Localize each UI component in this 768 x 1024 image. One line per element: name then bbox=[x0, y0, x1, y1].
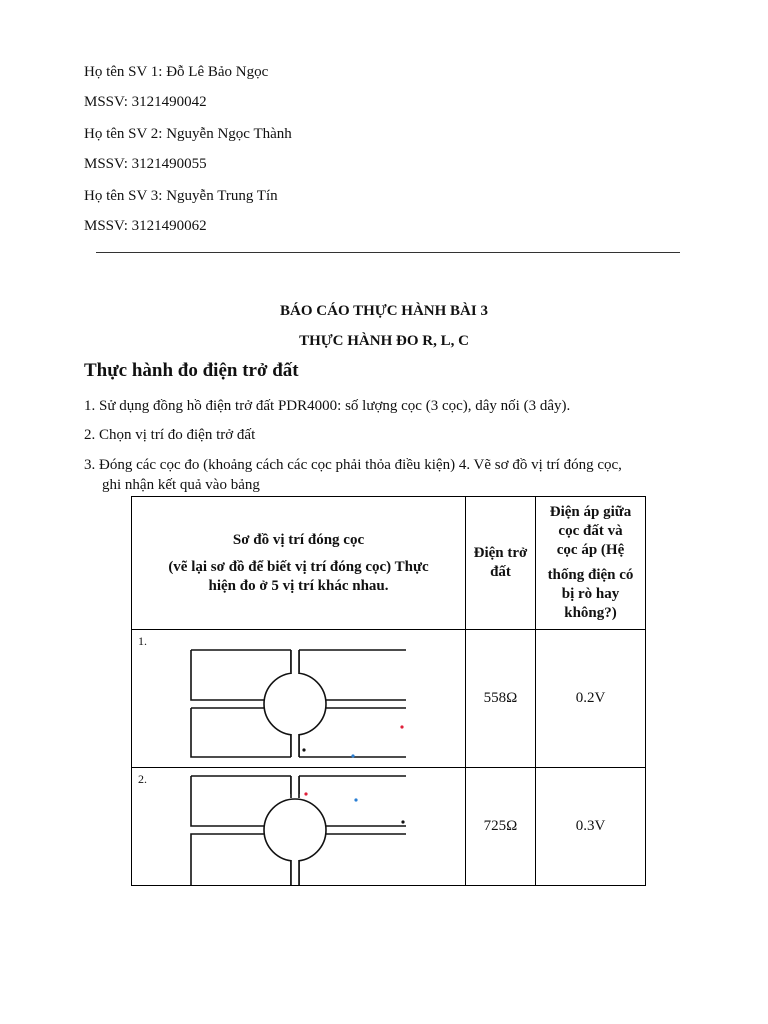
header-voltage-line6: không?) bbox=[564, 605, 617, 621]
black-stake-icon bbox=[302, 748, 305, 751]
header-resistance-line1: Điện trở bbox=[473, 545, 528, 561]
table-header-row bbox=[132, 497, 646, 630]
student-2-name: Họ tên SV 2: Nguyễn Ngọc Thành bbox=[84, 126, 292, 142]
student-3-id: MSSV: 3121490062 bbox=[84, 218, 207, 234]
row-1-diagram-cell bbox=[132, 630, 466, 768]
section-heading: Thực hành đo điện trở đất bbox=[84, 360, 299, 381]
student-2-id: MSSV: 3121490055 bbox=[84, 156, 207, 172]
row-2-index: 2. bbox=[138, 772, 147, 786]
table-row bbox=[132, 630, 646, 768]
red-stake-icon bbox=[400, 725, 403, 728]
black-stake-icon bbox=[401, 820, 404, 823]
report-subtitle: THỰC HÀNH ĐO R, L, C bbox=[299, 333, 469, 349]
header-resistance-line2: đất bbox=[490, 564, 511, 580]
header-diagram-line1: Sơ đồ vị trí đóng cọc bbox=[232, 531, 365, 548]
header-resistance bbox=[466, 497, 536, 630]
row-1-index: 1. bbox=[138, 634, 147, 648]
header-voltage-line2: cọc đất và bbox=[558, 523, 623, 539]
row-2-resistance: 725Ω bbox=[466, 768, 536, 886]
header-voltage bbox=[536, 497, 646, 630]
student-1-name: Họ tên SV 1: Đỗ Lê Bảo Ngọc bbox=[84, 64, 269, 80]
blue-stake-icon bbox=[354, 798, 357, 801]
report-title: BÁO CÁO THỰC HÀNH BÀI 3 bbox=[280, 303, 488, 319]
header-voltage-line1: Điện áp giữa bbox=[549, 504, 632, 520]
blue-stake-icon bbox=[351, 754, 354, 757]
red-stake-icon bbox=[304, 792, 307, 795]
divider bbox=[96, 252, 680, 253]
header-diagram bbox=[132, 497, 466, 630]
row-1-voltage: 0.2V bbox=[536, 630, 646, 768]
step-2: 2. Chọn vị trí đo điện trở đất bbox=[84, 427, 256, 443]
header-diagram-line3: hiện đo ở 5 vị trí khác nhau. bbox=[208, 577, 389, 594]
header-voltage-line4: thống điện có bbox=[547, 567, 634, 583]
row-1-stake-diagram bbox=[188, 648, 408, 760]
header-voltage-line3: cọc áp (Hệ bbox=[556, 542, 625, 558]
step-1: 1. Sử dụng đồng hồ điện trở đất PDR4000: số lượng cọc (3 cọc), dây nối (3 dây). bbox=[84, 398, 571, 414]
header-diagram-line2: (vẽ lại sơ đồ để biết vị trí đóng cọc) Thực bbox=[168, 558, 429, 575]
student-1-id: MSSV: 3121490042 bbox=[84, 94, 207, 110]
row-2-voltage: 0.3V bbox=[536, 768, 646, 886]
row-1-resistance: 558Ω bbox=[466, 630, 536, 768]
measurement-table bbox=[131, 496, 646, 886]
step-3-continued: ghi nhận kết quả vào bảng bbox=[102, 477, 260, 493]
step-3: 3. Đóng các cọc đo (khoảng cách các cọc phải thỏa điều kiện) 4. Vẽ sơ đồ vị trí đóng cọc, bbox=[84, 457, 622, 473]
row-2-diagram-cell bbox=[132, 768, 466, 886]
header-voltage-line5: bị rò hay bbox=[561, 586, 620, 602]
table-row bbox=[132, 768, 646, 886]
row-2-stake-diagram bbox=[188, 774, 408, 885]
student-3-name: Họ tên SV 3: Nguyễn Trung Tín bbox=[84, 188, 278, 204]
